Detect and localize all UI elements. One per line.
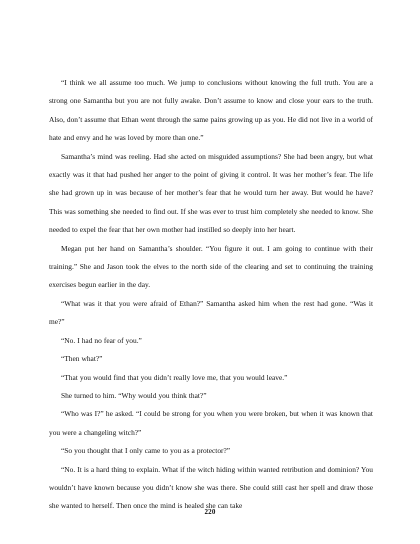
paragraph: “No. It is a hard thing to explain. What if the witch hiding within wanted retribution and dominion? You wouldn’t have known because you didn’t know she was there. She could still cast her spell and draw those she wanted to herself. Then once the mind is healed she can take — [49, 464, 373, 511]
paragraph: “What was it that you were afraid of Ethan?” Samantha asked him when the rest had gone. “Was it me?” — [49, 298, 373, 327]
paragraph: She turned to him. “Why would you think that?” — [61, 390, 207, 400]
paragraph: Samantha’s mind was reeling. Had she acted on misguided assumptions? She had been angry, but what exactly was it that had pushed her anger to the point of giving it control. It was her mother’s fear. The life she had grown up in was because of her mother’s fear that he would turn her away. But would he have? This was something she needed to find out. If she was ever to trust him completely she needed to know. She needed to expel the fear that her own mother had instilled so deeply into her heart. — [49, 151, 373, 235]
body-text — [49, 74, 373, 516]
page-number: 220 — [204, 508, 216, 516]
paragraph: “So you thought that I only came to you as a protector?” — [61, 446, 231, 456]
paragraph: “That you would find that you didn’t really love me, that you would leave.” — [61, 372, 288, 382]
paragraph: “Then what?” — [61, 354, 103, 364]
paragraph: Megan put her hand on Samantha’s shoulder. “You figure it out. I am going to continue with their training.” She and Jason took the elves to the north side of the clearing and set to continuing the training exercises begun earlier in the day. — [49, 243, 373, 290]
paragraph: “No. I had no fear of you.” — [61, 335, 142, 345]
paragraph: “Who was I?” he asked. “I could be strong for you when you were broken, but when it was known that you were a changeling witch?” — [49, 409, 373, 437]
paragraph: “I think we all assume too much. We jump to conclusions without knowing the full truth. You are a strong one Samantha but you are not fully awake. Don’t assume to know and close your ears to the truth. Also, don’t assume that Ethan went through the same pains growing up as you. He did not live in a world of hate and envy and he was loved by more than one.” — [49, 78, 373, 143]
